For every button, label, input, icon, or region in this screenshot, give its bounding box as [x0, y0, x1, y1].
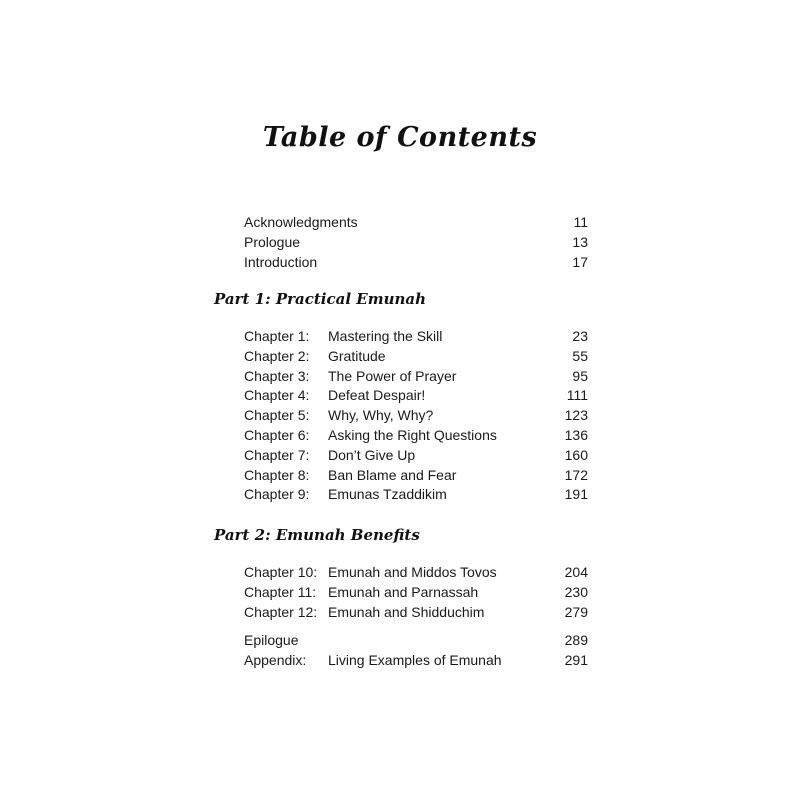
- toc-entry: [244, 213, 588, 233]
- entry-title: Living Examples of Emunah: [328, 651, 502, 668]
- entry-page-number: 191: [564, 486, 588, 503]
- entry-page-number: 11: [573, 214, 588, 230]
- entry-page-number: 23: [572, 328, 588, 344]
- entry-page-number: 160: [564, 446, 588, 463]
- part-1-heading: Part 1: Practical Emunah: [214, 290, 427, 308]
- toc-entry: [244, 406, 588, 426]
- toc-entry: [244, 386, 588, 406]
- entry-label: Epilogue: [244, 632, 299, 648]
- entry-page-number: 230: [564, 583, 588, 600]
- chapter-title: Asking the Right Questions: [328, 426, 497, 443]
- chapter-label: Chapter 3:: [244, 367, 310, 384]
- chapter-title: The Power of Prayer: [328, 367, 457, 384]
- entry-page-number: 291: [564, 651, 588, 668]
- toc-entry: [244, 347, 588, 367]
- entry-page-number: 17: [572, 253, 588, 270]
- toc-entry: [244, 603, 588, 623]
- toc-entry: [244, 485, 588, 505]
- entry-page-number: 289: [564, 632, 588, 648]
- toc-entry: [244, 583, 588, 603]
- entry-page-number: 123: [564, 407, 588, 424]
- entry-label: Acknowledgments: [244, 214, 358, 230]
- entry-page-number: 136: [564, 426, 588, 443]
- chapter-title: Don’t Give Up: [328, 446, 416, 463]
- entry-page-number: 279: [564, 603, 588, 620]
- part-1-chapter-list: [244, 327, 588, 505]
- entry-page-number: 95: [572, 367, 588, 384]
- page-title: Table of Contents: [262, 122, 538, 153]
- chapter-title: Emunas Tzaddikim: [328, 486, 447, 503]
- chapter-title: Mastering the Skill: [328, 328, 443, 344]
- entry-label: Appendix:: [244, 651, 307, 668]
- chapter-title: Emunah and Parnassah: [328, 583, 479, 600]
- chapter-label: Chapter 9:: [244, 486, 310, 503]
- toc-entry: [244, 651, 588, 671]
- entry-page-number: 204: [564, 564, 588, 580]
- entry-page-number: 111: [566, 387, 588, 404]
- entry-page-number: 172: [564, 466, 588, 483]
- front-matter-list: [244, 213, 588, 272]
- toc-entry: [244, 563, 588, 583]
- toc-entry: [244, 253, 588, 273]
- back-matter-list: [244, 631, 588, 671]
- part-2-chapter-list: [244, 563, 588, 622]
- chapter-label: Chapter 4:: [244, 387, 310, 404]
- toc-entry: [244, 367, 588, 387]
- chapter-label: Chapter 12:: [244, 603, 318, 620]
- chapter-label: Chapter 11:: [244, 583, 317, 600]
- entry-label: Prologue: [244, 233, 301, 250]
- entry-page-number: 13: [572, 233, 588, 250]
- toc-entry: [244, 233, 588, 253]
- chapter-label: Chapter 1:: [244, 328, 310, 344]
- toc-entry: [244, 426, 588, 446]
- toc-entry: [244, 466, 588, 486]
- chapter-label: Chapter 2:: [244, 347, 310, 364]
- chapter-label: Chapter 10:: [244, 564, 318, 580]
- entry-page-number: 55: [572, 347, 588, 364]
- chapter-title: Emunah and Shidduchim: [328, 603, 485, 620]
- toc-entry: [244, 631, 588, 651]
- part-2-heading: Part 2: Emunah Benefits: [214, 526, 420, 544]
- toc-entry: [244, 446, 588, 466]
- chapter-title: Gratitude: [328, 347, 386, 364]
- chapter-title: Why, Why, Why?: [328, 407, 434, 424]
- entry-label: Introduction: [244, 253, 318, 270]
- chapter-title: Ban Blame and Fear: [328, 466, 457, 483]
- chapter-title: Emunah and Middos Tovos: [328, 564, 497, 580]
- toc-entry: [244, 327, 588, 347]
- chapter-label: Chapter 7:: [244, 446, 310, 463]
- chapter-title: Defeat Despair!: [328, 387, 426, 404]
- chapter-label: Chapter 6:: [244, 426, 310, 443]
- chapter-label: Chapter 5:: [244, 407, 310, 424]
- chapter-label: Chapter 8:: [244, 466, 310, 483]
